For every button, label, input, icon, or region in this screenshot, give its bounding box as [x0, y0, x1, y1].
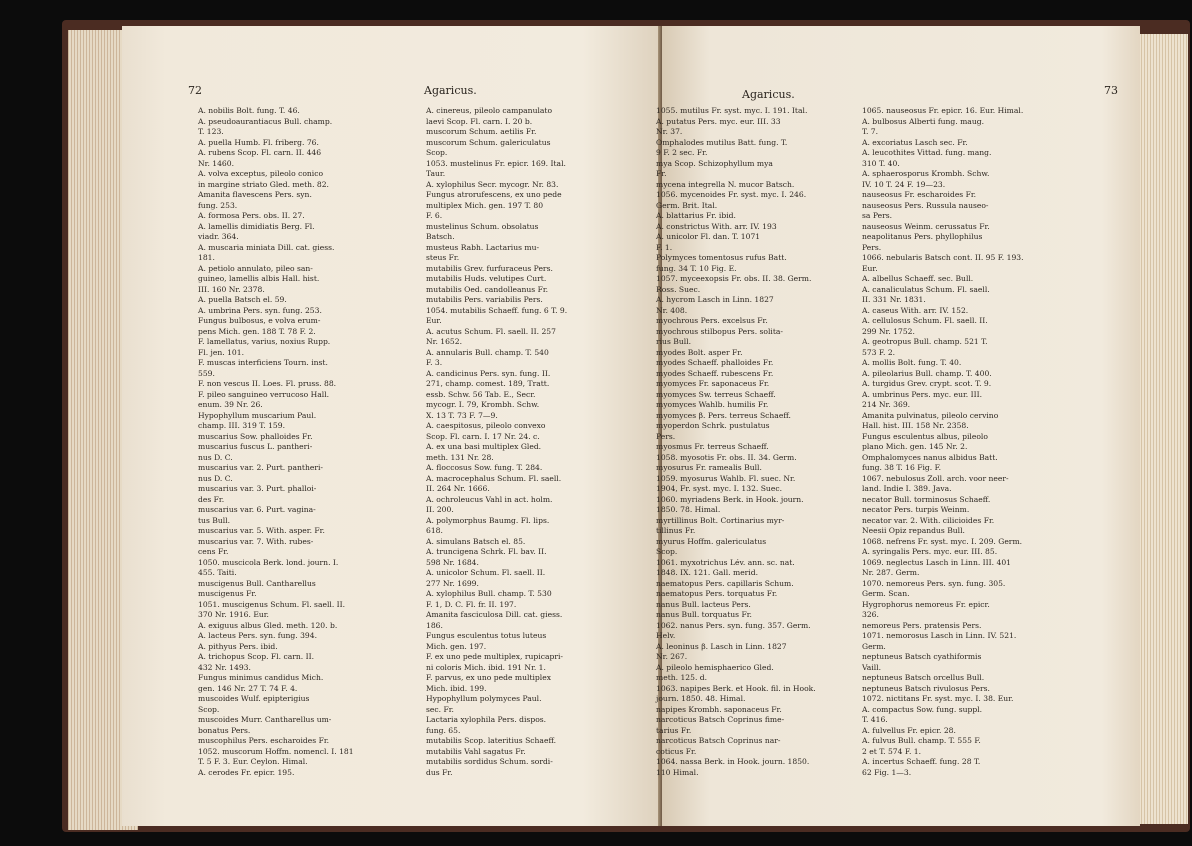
- text-line: F. 6.: [426, 211, 443, 220]
- text-line: nus D. C.: [198, 452, 233, 462]
- text-line: A. truncigena Schrk. Fl. bav. II.: [426, 547, 547, 556]
- text-line: nanus Bull. lacteus Pers.: [656, 599, 751, 609]
- text-line: muscarius fuscus L. pantheri-: [198, 442, 313, 451]
- text-line: 277 Nr. 1699.: [426, 578, 479, 588]
- text-line: des Fr.: [198, 494, 225, 504]
- text-line: myodes Schaeff. rubescens Fr.: [656, 368, 774, 378]
- text-line: A. puella Humb. Fl. friberg. 76.: [198, 137, 319, 147]
- right-column-2: [862, 106, 1024, 778]
- text-line: Eur.: [426, 316, 442, 325]
- text-line: neptuneus Batsch orcellus Bull.: [862, 673, 985, 682]
- text-line: X. 13 T. 73 F. 7—9.: [426, 410, 498, 420]
- text-line: A. leoninus β. Lasch in Linn. 1827: [656, 641, 787, 651]
- text-line: II. 331 Nr. 1831.: [862, 295, 926, 304]
- text-line: Hypophyllum polymyces Paul.: [426, 694, 542, 703]
- text-line: steus Fr.: [426, 253, 460, 262]
- text-line: A. floccosus Sow. fung. T. 284.: [426, 463, 543, 472]
- text-line: A. caseus With. arr. IV. 152.: [862, 305, 969, 315]
- text-line: neptuneus Batsch cyathiformis: [862, 652, 982, 661]
- left-page: [122, 26, 664, 826]
- text-line: champ. III. 319 T. 159.: [198, 421, 285, 430]
- text-line: F. pileo sanguineo verrucoso Hall.: [198, 389, 330, 399]
- text-line: 370 Nr. 1916. Eur.: [198, 610, 269, 619]
- text-line: Vaill.: [862, 662, 882, 672]
- text-line: in margine striato Gled. meth. 82.: [198, 179, 329, 189]
- text-line: A. petiolo annulato, pileo san-: [198, 263, 313, 273]
- text-line: myurus Hoffm. galericulatus: [656, 536, 767, 546]
- text-line: A. excoriatus Lasch sec. Fr.: [862, 137, 968, 147]
- text-line: 1063. napipes Berk. et Hook. fil. in Hook.: [656, 683, 816, 693]
- text-line: 1057. myceexopsis Fr. obs. II. 38. Germ.: [656, 274, 812, 283]
- text-line: tus Bull.: [198, 515, 230, 525]
- text-line: Fungus minimus candidus Mich.: [198, 673, 324, 682]
- text-line: A. canaliculatus Schum. Fl. saell.: [862, 284, 990, 294]
- text-line: muscoides Murr. Cantharellus um-: [198, 715, 332, 724]
- text-line: Scop.: [198, 704, 220, 714]
- text-line: Fungus bulbosus, e volva erum-: [198, 316, 321, 325]
- text-line: Amanita fasciculosa Dill. cat. giess.: [426, 610, 563, 619]
- text-line: Fl. jen. 101.: [198, 347, 245, 357]
- text-line: tillinus Fr.: [656, 526, 696, 535]
- text-line: rius Bull.: [656, 337, 692, 346]
- text-line: Mich. ibid. 199.: [426, 683, 487, 693]
- text-line: 455. Taiti.: [198, 568, 237, 577]
- text-line: land. Indie I. 389. Java.: [862, 484, 952, 493]
- text-line: A. xylophilus Secr. mycogr. Nr. 83.: [426, 179, 559, 189]
- text-line: A. fulvus Bull. champ. T. 555 F.: [862, 736, 981, 745]
- text-line: Scop. Fl. carn. I. 17 Nr. 24. c.: [426, 431, 540, 441]
- text-line: muscarius var. 3. Purt. phalloi-: [198, 484, 317, 493]
- text-line: pens Mich. gen. 188 T. 78 F. 2.: [198, 326, 316, 336]
- text-line: Germ.: [862, 641, 886, 651]
- text-line: Taur.: [426, 169, 446, 178]
- text-line: A. formosa Pers. obs. II. 27.: [198, 211, 305, 220]
- text-line: A. geotropus Bull. champ. 521 T.: [862, 337, 988, 346]
- text-line: nauseosus Weinm. cerussatus Fr.: [862, 221, 990, 231]
- text-line: muscarius var. 7. With. rubes-: [198, 536, 314, 546]
- text-line: Nr. 287. Germ.: [862, 568, 920, 577]
- text-line: Fr.: [656, 169, 667, 178]
- text-line: ni coloris Mich. ibid. 191 Nr. 1.: [426, 662, 546, 672]
- text-line: Pers.: [656, 431, 676, 441]
- text-line: 1056. mycenoides Fr. syst. myc. I. 246.: [656, 190, 807, 199]
- text-line: A. pithyus Pers. ibid.: [198, 641, 278, 651]
- text-line: A. incertus Schaeff. fung. 28 T.: [862, 757, 981, 766]
- text-line: fung. 65.: [426, 725, 461, 735]
- text-line: sec. Fr.: [426, 704, 454, 714]
- text-line: 1068. nefrens Fr. syst. myc. I. 209. Germ.: [862, 536, 1023, 546]
- text-line: Scop.: [426, 148, 448, 157]
- text-line: 271, champ. comest. 189, Tratt.: [426, 379, 550, 388]
- text-line: Neesii Opiz repandus Bull.: [862, 526, 965, 535]
- text-line: 1848. IX. 121. Gall. merid.: [656, 568, 759, 577]
- text-line: muscigenus Fr.: [198, 589, 257, 598]
- text-line: A. mollis Bolt. fung. T. 40.: [862, 358, 962, 367]
- text-line: Fungus atrorufescens, ex uno pede: [426, 190, 562, 199]
- text-line: Nr. 1652.: [426, 337, 463, 346]
- text-line: narcoticus Batsch Coprinus nar-: [656, 736, 781, 745]
- text-line: mutabilis Scop. lateritius Schaeff.: [426, 736, 556, 745]
- text-line: A. lacteus Pers. syn. fung. 394.: [198, 631, 317, 640]
- text-line: Fungus esculentus totus luteus: [426, 631, 547, 640]
- text-line: 1070. nemoreus Pers. syn. fung. 305.: [862, 578, 1006, 588]
- text-line: A. umbrinus Pers. myc. eur. III.: [862, 389, 983, 399]
- text-line: necator Pers. turpis Weinm.: [862, 505, 970, 514]
- text-line: 326.: [862, 610, 879, 619]
- text-line: A. ochroleucus Vahl in act. holm.: [426, 494, 553, 504]
- text-line: T. 123.: [198, 127, 224, 136]
- text-line: F. 3.: [426, 358, 443, 367]
- text-line: sa Pers.: [862, 211, 893, 220]
- text-line: A. constrictus With. arr. IV. 193: [656, 221, 777, 231]
- text-line: A. umbrina Pers. syn. fung. 253.: [198, 305, 322, 315]
- text-line: 1064. nassa Berk. in Hook. journ. 1850.: [656, 757, 810, 766]
- text-line: journ. 1850. 48. Himal.: [656, 694, 746, 703]
- text-line: mycogr. I. 79, Krombh. Schw.: [426, 400, 540, 409]
- text-line: meth. 125. d.: [656, 673, 708, 682]
- text-line: T. 7.: [862, 127, 879, 136]
- text-line: 1072. nictitans Fr. syst. myc. I. 38. Eur.: [862, 694, 1014, 703]
- text-line: muscarius var. 2. Purt. pantheri-: [198, 463, 323, 472]
- text-line: Pers.: [862, 242, 882, 252]
- text-line: F. 1, D. C. Fl. fr. II. 197.: [426, 599, 517, 609]
- right-page-number: 73: [1104, 84, 1118, 97]
- text-line: musteus Rabh. Lactarius mu-: [426, 242, 540, 252]
- text-line: A. caespitosus, pileolo convexo: [426, 421, 546, 430]
- text-line: necator Bull. torminosus Schaeff.: [862, 494, 991, 504]
- text-line: laevi Scop. Fl. carn. I. 20 b.: [426, 116, 533, 126]
- text-line: 1067. nebulosus Zoll. arch. voor neer-: [862, 473, 1009, 483]
- text-line: mya Scop. Schizophyllum mya: [656, 158, 773, 168]
- text-line: A. unicolor Schum. Fl. saell. II.: [426, 568, 546, 577]
- text-line: 1071. nemorosus Lasch in Linn. IV. 521.: [862, 631, 1017, 640]
- text-line: mycena integrella N. mucor Batsch.: [656, 179, 795, 189]
- text-line: myomyces Wahlb. humilis Fr.: [656, 400, 769, 409]
- text-line: Germ. Scan.: [862, 589, 910, 598]
- text-line: A. pileolo hemisphaerico Gled.: [656, 662, 774, 672]
- text-line: A. volva exceptus, pileolo conico: [198, 169, 324, 178]
- text-line: A. acutus Schum. Fl. saell. II. 257: [426, 326, 556, 336]
- text-line: enum. 39 Nr. 26.: [198, 400, 263, 409]
- text-line: mutabilis sordidus Schum. sordi-: [426, 757, 553, 766]
- text-line: nauseosus Fr. escharoides Fr.: [862, 190, 977, 199]
- text-line: meth. 131 Nr. 28.: [426, 452, 494, 462]
- text-line: neptuneus Batsch rivulosus Pers.: [862, 683, 990, 693]
- text-line: 1054. mutabilis Schaeff. fung. 6 T. 9.: [426, 305, 568, 315]
- text-line: Hall. hist. III. 158 Nr. 2358.: [862, 421, 969, 430]
- text-line: Helv.: [656, 631, 676, 640]
- text-line: T. 416.: [862, 715, 888, 724]
- text-line: Eur.: [862, 263, 878, 273]
- text-line: Omphalodes mutilus Batt. fung. T.: [656, 137, 788, 147]
- text-line: neapolitanus Pers. phyllophilus: [862, 232, 983, 241]
- text-line: A. albellus Schaeff. sec. Bull.: [862, 274, 974, 283]
- text-line: nanus Bull. torquatus Fr.: [656, 610, 752, 619]
- text-line: A. simulans Batsch el. 85.: [426, 536, 526, 546]
- text-line: nus D. C.: [198, 473, 233, 483]
- text-line: viadr. 364.: [198, 232, 239, 241]
- text-line: nemoreus Pers. pratensis Pers.: [862, 620, 982, 630]
- text-line: 2 et T. 574 F. 1.: [862, 746, 922, 756]
- right-column-1: [656, 106, 816, 778]
- text-line: Nr. 267.: [656, 652, 688, 661]
- text-line: A. trichopus Scop. Fl. carn. II.: [198, 652, 314, 661]
- text-line: Nr. 408.: [656, 305, 688, 315]
- text-line: A. rubens Scop. Fl. carn. II. 446: [198, 148, 322, 157]
- text-line: muscarius Sow. phalloides Fr.: [198, 431, 313, 441]
- text-line: myrtillinus Bolt. Cortinarius myr-: [656, 515, 785, 525]
- text-line: F. 1.: [656, 242, 673, 252]
- text-line: 598 Nr. 1684.: [426, 557, 479, 567]
- text-line: A. hycrom Lasch in Linn. 1827: [656, 295, 774, 304]
- text-line: III. 160 Nr. 2378.: [198, 284, 265, 294]
- text-line: 1058. myosotis Fr. obs. II. 34. Germ.: [656, 452, 797, 462]
- text-line: A. annularis Bull. champ. T. 540: [426, 347, 549, 357]
- text-line: myodes Schaeff. phalloides Fr.: [656, 358, 774, 367]
- text-line: naematopus Pers. torquatus Fr.: [656, 589, 778, 598]
- right-running-head: Agaricus.: [742, 88, 795, 101]
- text-line: 1062. nanus Pers. syn. fung. 357. Germ.: [656, 620, 811, 630]
- text-line: A. compactus Sow. fung. suppl.: [862, 704, 983, 714]
- left-column-1: [198, 106, 354, 778]
- text-line: myoperdon Schrk. pustulatus: [656, 421, 770, 430]
- text-line: 1055. mutilus Fr. syst. myc. I. 191. Ital.: [656, 106, 808, 115]
- text-line: muscorum Schum. galericulatus: [426, 137, 551, 147]
- text-line: 1051. muscigenus Schum. Fl. saell. II.: [198, 599, 346, 609]
- text-line: Lactaria xylophila Pers. dispos.: [426, 715, 547, 724]
- text-line: IV. 10 T. 24 F. 19—23.: [862, 179, 946, 189]
- text-line: muscophilus Pers. escharoides Fr.: [198, 736, 330, 745]
- text-line: 1059. myosurus Wahlb. Fl. suec. Nr.: [656, 473, 796, 483]
- text-line: 299 Nr. 1752.: [862, 326, 915, 336]
- text-line: 1052. muscorum Hoffm. nomencl. I. 181: [198, 746, 354, 756]
- text-line: 1050. muscicola Berk. lond. journ. I.: [198, 557, 339, 567]
- text-line: A. sphaerosporus Krombh. Schw.: [862, 169, 990, 178]
- text-line: mutabilis Oed. candolleanus Fr.: [426, 284, 549, 294]
- text-line: II. 264 Nr. 1666.: [426, 484, 490, 493]
- text-line: A. cellulosus Schum. Fl. saell. II.: [862, 316, 988, 325]
- text-line: mutabilis Pers. variabilis Pers.: [426, 295, 543, 304]
- text-line: Germ. Brit. Ital.: [656, 200, 718, 210]
- text-line: A. polymorphus Baumg. Fl. lips.: [426, 515, 550, 525]
- text-line: 559.: [198, 368, 215, 378]
- text-line: fung. 34 T. 10 Fig. E.: [656, 263, 737, 273]
- text-line: Omphalomyces nanus albidus Batt.: [862, 452, 998, 462]
- text-line: myomyces Sw. terreus Schaeff.: [656, 389, 776, 399]
- left-page-number: 72: [188, 84, 202, 97]
- text-line: Hygrophorus nemoreus Fr. epicr.: [862, 599, 990, 609]
- text-line: 1850. 78. Himal.: [656, 505, 721, 514]
- text-line: myomyces β. Pers. terreus Schaeff.: [656, 410, 791, 420]
- text-line: 181.: [198, 253, 215, 262]
- text-line: myosmus Fr. terreus Schaeff.: [656, 442, 769, 451]
- text-line: A. pseudoaurantiacus Bull. champ.: [198, 116, 333, 126]
- text-line: A. pileolarius Bull. champ. T. 400.: [862, 368, 992, 378]
- text-line: A. muscaria miniata Dill. cat. giess.: [198, 242, 335, 252]
- text-line: A. leucothites Vittad. fung. mang.: [862, 148, 992, 157]
- text-line: Ross. Suec.: [656, 284, 701, 294]
- book: [62, 20, 1190, 832]
- text-line: coticus Fr.: [656, 746, 697, 756]
- text-line: A. bulbosus Alberti fung. maug.: [862, 116, 984, 126]
- text-line: plano Mich. gen. 145 Nr. 2.: [862, 442, 968, 451]
- text-line: A. turgidus Grev. crypt. scot. T. 9.: [862, 379, 992, 388]
- text-line: Scop.: [656, 547, 678, 556]
- text-line: myosurus Fr. ramealis Bull.: [656, 463, 762, 472]
- text-line: essb. Schw. 56 Tab. E., Secr.: [426, 389, 536, 399]
- text-line: A. putatus Pers. myc. eur. III. 33: [656, 116, 781, 126]
- text-line: A. puella Batsch el. 59.: [198, 295, 287, 304]
- text-line: A. candicinus Pers. syn. fung. II.: [426, 368, 551, 378]
- text-line: Polymyces tomentosus rufus Batt.: [656, 253, 787, 262]
- left-running-head: Agaricus.: [424, 84, 477, 97]
- text-line: bonatus Pers.: [198, 725, 251, 735]
- text-line: Nr. 37.: [656, 127, 683, 136]
- text-line: 1065. nauseosus Fr. epicr. 16. Eur. Himal.: [862, 106, 1024, 115]
- text-line: A. lamellis dimidiatis Berg. Fl.: [198, 221, 315, 231]
- text-line: A. exiguus albus Gled. meth. 120. b.: [198, 620, 338, 630]
- text-line: Amanita flavescens Pers. syn.: [198, 190, 312, 199]
- text-line: myomyces Fr. saponaceus Fr.: [656, 379, 770, 388]
- text-line: A. blattarius Fr. ibid.: [656, 211, 736, 220]
- text-line: A. unicolor Fl. dan. T. 1071: [656, 232, 761, 241]
- text-line: 432 Nr. 1493.: [198, 662, 251, 672]
- text-line: 310 T. 40.: [862, 158, 900, 168]
- text-line: 1060. myriadens Berk. in Hook. journ.: [656, 494, 804, 504]
- text-line: A. syringalis Pers. myc. eur. III. 85.: [862, 547, 998, 556]
- text-line: 9 F. 2 sec. Fr.: [656, 148, 708, 157]
- text-line: cens Fr.: [198, 547, 229, 556]
- text-line: Mich. gen. 197.: [426, 641, 487, 651]
- text-line: 214 Nr. 369.: [862, 400, 911, 409]
- text-line: narcoticus Batsch Coprinus fime-: [656, 715, 785, 724]
- text-line: myochrous stilbopus Pers. solita-: [656, 326, 783, 336]
- text-line: A. fulvellus Fr. epicr. 28.: [862, 725, 956, 735]
- text-line: myodes Bolt. asper Fr.: [656, 347, 743, 357]
- text-line: A. cerodes Fr. epicr. 195.: [198, 767, 295, 777]
- text-line: A. macrocephalus Schum. Fl. saell.: [426, 473, 562, 483]
- text-line: muscigenus Bull. Cantharellus: [198, 578, 316, 588]
- text-line: Batsch.: [426, 232, 455, 241]
- text-line: F. parvus, ex uno pede multiplex: [426, 673, 551, 682]
- text-line: F. non vescus II. Loes. Fl. pruss. 88.: [198, 379, 337, 388]
- text-line: muscarius var. 6. Purt. vagina-: [198, 505, 316, 514]
- text-line: Amanita pulvinatus, pileolo cervino: [862, 410, 999, 420]
- text-line: 1904, Fr. syst. myc. I. 132. Suec.: [656, 484, 782, 493]
- text-line: 1061. myxotrichus Lév. ann. sc. nat.: [656, 557, 795, 567]
- text-line: A. ex una basi multiplex Gled.: [426, 442, 542, 451]
- text-line: Nr. 1460.: [198, 158, 235, 168]
- right-page: [656, 26, 1140, 826]
- text-line: muscarius var. 5. With. asper. Fr.: [198, 526, 325, 535]
- text-line: A. nobilis Bolt. fung. T. 46.: [198, 106, 300, 115]
- text-line: 62 Fig. 1—3.: [862, 767, 912, 777]
- text-line: dus Fr.: [426, 767, 453, 777]
- text-line: myochrous Pers. excelsus Fr.: [656, 316, 768, 325]
- text-line: nauseosus Pers. Russula nauseo-: [862, 200, 989, 210]
- text-line: F. muscas interficiens Tourn. inst.: [198, 358, 328, 367]
- text-line: mutabilis Huds. velutipes Curt.: [426, 274, 547, 283]
- text-line: A. cinereus, pileolo campanulato: [426, 106, 553, 115]
- text-line: tarius Fr.: [656, 725, 692, 735]
- text-line: muscorum Schum. aetilis Fr.: [426, 127, 537, 136]
- text-line: necator var. 2. With. cilicioides Fr.: [862, 515, 995, 525]
- text-line: fung. 38 T. 16 Fig. F.: [862, 463, 942, 472]
- text-line: Fungus esculentus albus, pileolo: [862, 431, 988, 441]
- text-line: F. lamellatus, varius, noxius Rupp.: [198, 337, 331, 346]
- text-line: A. xylophilus Bull. champ. T. 530: [426, 589, 552, 598]
- text-line: mutabilis Grev. furfuraceus Pers.: [426, 263, 553, 273]
- text-line: napipes Krombh. saponaceus Fr.: [656, 704, 782, 714]
- text-line: 110 Himal.: [656, 767, 699, 777]
- text-line: fung. 253.: [198, 200, 238, 210]
- text-line: 1053. mustelinus Fr. epicr. 169. Ital.: [426, 158, 566, 168]
- text-line: T. 5 F. 3. Eur. Ceylon. Himal.: [198, 757, 308, 766]
- left-column-2: [426, 106, 567, 778]
- text-line: 573 F. 2.: [862, 347, 896, 357]
- text-line: 186.: [426, 620, 443, 630]
- text-line: gen. 146 Nr. 27 T. 74 F. 4.: [198, 683, 298, 693]
- text-line: muscoides Wulf. epipterigius: [198, 694, 310, 703]
- text-line: F. ex uno pede multiplex, rupicapri-: [426, 652, 563, 661]
- text-line: II. 200.: [426, 505, 454, 514]
- text-line: multiplex Mich. gen. 197 T. 80: [426, 200, 544, 210]
- text-line: mutabilis Vahl sagatus Fr.: [426, 746, 526, 756]
- text-line: 1069. neglectus Lasch in Linn. III. 401: [862, 557, 1011, 567]
- text-line: 1066. nebularis Batsch cont. II. 95 F. 193.: [862, 253, 1024, 262]
- text-line: Hypophyllum muscarium Paul.: [198, 410, 317, 420]
- text-line: naematopus Pers. capillaris Schum.: [656, 578, 794, 588]
- text-line: guineo, lamellis albis Hall. hist.: [198, 274, 320, 283]
- text-line: mustelinus Schum. obsolatus: [426, 221, 539, 231]
- right-page-edges: [1132, 34, 1188, 824]
- text-line: 618.: [426, 526, 443, 535]
